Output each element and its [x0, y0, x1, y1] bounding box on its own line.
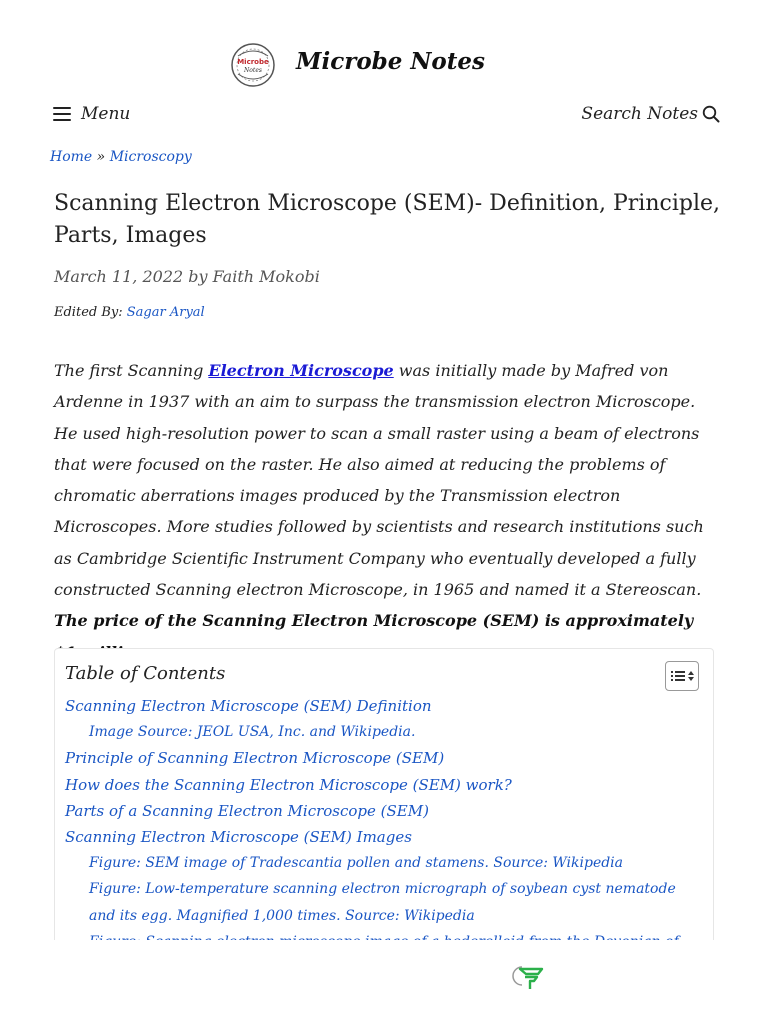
toc-list [65, 693, 705, 948]
editor-link[interactable]: Sagar Aryal [126, 305, 205, 320]
site-title[interactable]: Microbe Notes [296, 48, 485, 75]
post-date: March 11, 2022 [54, 267, 184, 286]
logo-text-bottom: Notes [244, 67, 262, 74]
loading-logo-icon [508, 961, 546, 993]
breadcrumb [50, 149, 192, 165]
table-of-contents [54, 648, 714, 948]
toc-item [65, 824, 705, 850]
site-header [0, 0, 768, 140]
toc-item [65, 876, 705, 928]
toc-link[interactable]: Principle of Scanning Electron Microscope (SEM) [65, 749, 445, 768]
toc-link[interactable]: Scanning Electron Microscope (SEM) Definition [65, 697, 432, 715]
electron-microscope-link[interactable]: Electron Microscope [208, 361, 394, 380]
sort-caret-icon [688, 671, 694, 681]
footer-bar [0, 940, 768, 1024]
microbe-notes-logo-icon [230, 42, 276, 88]
intro-text-1: The first Scanning [54, 361, 209, 380]
menu-label: Menu [81, 104, 131, 124]
post-by: by [188, 267, 208, 286]
toc-link[interactable]: Figure: Low-temperature scanning electron micrograph of soybean cyst nematode and its egg. Magnified 1,000 times. Source: Wikipedia [89, 881, 676, 924]
toc-item [65, 772, 705, 798]
toc-link[interactable]: Image Source: JEOL USA, Inc. and Wikipedia. [89, 724, 416, 741]
toc-title: Table of Contents [65, 663, 226, 684]
toc-link[interactable]: Parts of a Scanning Electron Microscope (SEM) [65, 801, 429, 820]
intro-text-2: was initially made by Mafred von Ardenne in 1937 with an aim to surpass the transmission electron Microscope. He used high-resolution power to scan a small raster using a beam of electrons that were focused on the raster. He also aimed at reducing the problems of chromatic aberrations images produced by the Transmission electron Microscopes. More studies followed by scientists and research institutions such as Cambridge Scientific Instrument Company who eventually developed a fully constructed Scanning electron Microscope, in 1965 and named it a Stereoscan. [54, 361, 704, 600]
toc-item [65, 798, 705, 824]
toc-toggle-button[interactable] [665, 661, 699, 691]
menu-button[interactable] [53, 104, 130, 124]
toc-link[interactable]: Figure: SEM image of Tradescantia pollen and stamens. Source: Wikipedia [89, 855, 624, 872]
search-label: Search Notes [581, 104, 698, 124]
intro-paragraph [54, 355, 719, 668]
breadcrumb-microscopy-link[interactable]: Microscopy [109, 149, 192, 165]
search-button[interactable] [581, 104, 720, 124]
logo-text-top: Microbe [237, 58, 269, 66]
intro-price-highlight: The price of the Scanning Electron Microscope (SEM) is approximately [54, 611, 694, 631]
search-icon [702, 105, 720, 123]
list-icon [671, 670, 685, 682]
toc-item [65, 693, 705, 719]
site-logo[interactable] [230, 42, 276, 88]
page-title: Scanning Electron Microscope (SEM)- Definition, Principle, Parts, Images [54, 191, 721, 248]
edited-by-label: Edited By: [54, 305, 123, 320]
hamburger-icon [53, 107, 71, 121]
toc-link[interactable]: Scanning Electron Microscope (SEM) Images [65, 828, 412, 847]
breadcrumb-home-link[interactable]: Home [50, 149, 93, 165]
toc-link[interactable]: How does the Scanning Electron Microscope (SEM) work? [65, 775, 512, 794]
edited-by [54, 305, 205, 320]
toc-item [65, 850, 705, 876]
post-meta [54, 267, 320, 286]
post-author[interactable]: Faith Mokobi [212, 267, 320, 286]
toc-item [65, 719, 705, 745]
breadcrumb-separator: » [96, 149, 106, 165]
toc-item [65, 745, 705, 771]
